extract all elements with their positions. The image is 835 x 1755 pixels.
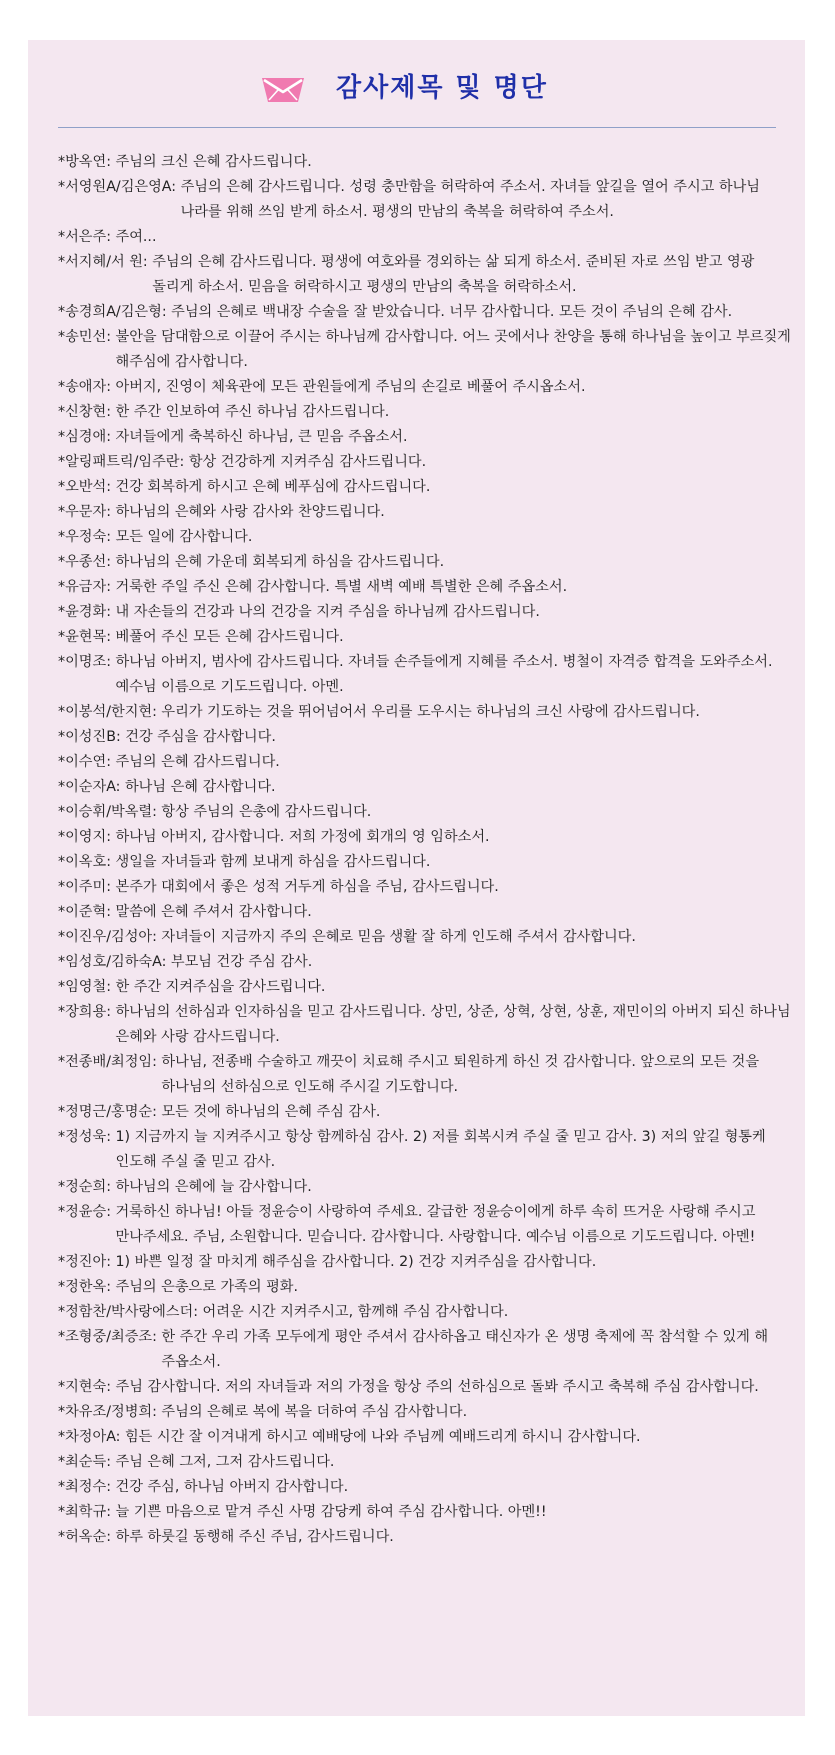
entry-name: * 심경애 : [58,425,116,450]
entry-text: 어려운 시간 지켜주시고, 함께해 주심 감사합니다. [202,1304,509,1320]
entry-text: 건강 주심, 하나님 아버지 감사합니다. [115,1479,349,1495]
entry-name: * 임성호/김하숙A : [58,950,171,975]
entry-name: * 이성진B : [58,725,125,750]
entry-text: 주님의 은혜로 복에 복을 더하여 주심 감사합니다. [161,1404,468,1420]
entry-text: 1) 바쁜 일정 잘 마치게 해주심을 감사합니다. 2) 건강 지켜주심을 감사합니다. [115,1254,597,1270]
list-item [58,600,798,625]
list-item [58,475,798,500]
list-item [58,575,798,600]
list-item [58,1125,798,1175]
entry-name: * 이준혁 : [58,900,116,925]
entry-name: * 서지혜/서 원 : [58,250,152,300]
list-item [58,900,798,925]
entry-name: * 정윤승 : [58,1200,116,1250]
entry-name: * 오반석 : [58,475,116,500]
entry-text: 하나님의 은혜 가운데 회복되게 하심을 감사드립니다. [115,554,445,570]
entry-name: * 최학규 : [58,1500,116,1525]
content-panel [28,40,805,1716]
entry-text: 한 주간 우리 가족 모두에게 평안 주셔서 감사하옵고 태신자가 온 생명 축제에 꼭 참석할 수 있게 해 주옵소서. [161,1329,769,1370]
list-item [58,800,798,825]
entry-name: * 장희용 : [58,1000,116,1050]
list-item [58,750,798,775]
entry-text: 주님 은혜 그저, 그저 감사드립니다. [115,1454,335,1470]
list-item [58,500,798,525]
entry-name: * 조형중/최증조 : [58,1325,161,1375]
entry-text: 베풀어 주신 모든 은혜 감사드립니다. [115,629,344,645]
entry-name: * 정한옥 : [58,1275,116,1300]
list-item [58,150,798,175]
list-item [58,650,798,700]
entry-text: 하나님의 선하심과 인자하심을 믿고 감사드립니다. 상민, 상준, 상혁, 상현, 상훈, 재민이의 아버지 되신 하나님 은혜와 사랑 감사드립니다. [115,1004,791,1045]
list-item [58,975,798,1000]
entry-name: * 신창현 : [58,400,116,425]
entry-text: 하나님의 은혜와 사랑 감사와 찬양드립니다. [115,504,385,520]
list-item [58,450,798,475]
entry-text: 하나님의 은혜에 늘 감사합니다. [115,1179,312,1195]
entry-name: * 서영원A/김은영A : [58,175,181,225]
entry-text: 주님의 은혜 감사드립니다. 성령 충만함을 허락하여 주소서. 자녀들 앞길을 열어 주시고 하나님 나라를 위해 쓰임 받게 하소서. 평생의 만남의 축복을 허락하여 주소서. [180,179,761,220]
entry-name: * 송경희A/김은형 : [58,300,171,325]
entry-text: 모든 일에 감사합니다. [115,529,253,545]
entry-text: 주여... [115,229,157,245]
entry-text: 주님의 은혜 감사드립니다. [115,754,280,770]
list-item [58,1425,798,1450]
list-item [58,950,798,975]
entry-text: 주님 감사합니다. 저의 자녀들과 저의 가정을 항상 주의 선하심으로 돌봐 주시고 축복해 주심 감사합니다. [115,1379,759,1395]
entry-name: * 이옥호 : [58,850,116,875]
list-item [58,875,798,900]
list-item [58,250,798,300]
entry-text: 불안을 담대함으로 이끌어 주시는 하나님께 감사합니다. 어느 곳에서나 찬양을 통해 하나님을 높이고 부르짖게 해주심에 감사합니다. [115,329,791,370]
entry-name: * 유금자 : [58,575,116,600]
entry-name: * 임영철 : [58,975,116,1000]
entry-name: * 정성욱 : [58,1125,116,1175]
list-item [58,325,798,375]
entry-text: 내 자손들의 건강과 나의 건강을 지켜 주심을 하나님께 감사드립니다. [115,604,540,620]
entry-text: 주님의 은혜로 백내장 수술을 잘 받았습니다. 너무 감사합니다. 모든 것이 주님의 은혜 감사. [171,304,733,320]
entry-text: 거룩하신 하나님! 아들 정윤승이 사랑하여 주세요. 갈급한 정윤승이에게 하루 속히 뜨거운 사랑해 주시고 만나주세요. 주님, 소원합니다. 믿습니다. 감사합니다. 사랑합니다. 예수님 이름으로 기도드립니다. 아멘! [115,1204,756,1245]
entry-text: 하나님, 전종배 수술하고 깨끗이 치료해 주시고 퇴원하게 하신 것 감사합니다. 앞으로의 모든 것을 하나님의 선하심으로 인도해 주시길 기도합니다. [161,1054,760,1095]
entry-name: * 이명조 : [58,650,116,700]
header [28,40,805,128]
entry-text: 하나님 은혜 감사합니다. [124,779,276,795]
entry-text: 한 주간 지켜주심을 감사드립니다. [115,979,326,995]
list-item [58,1175,798,1200]
entry-name: * 정진아 : [58,1250,116,1275]
list-item [58,1525,798,1550]
entry-name: * 이봉석/한지현 : [58,700,161,725]
entry-text: 말씀에 은혜 주셔서 감사합니다. [115,904,312,920]
list-item [58,725,798,750]
entry-text: 항상 건강하게 지켜주심 감사드립니다. [188,454,427,470]
list-item [58,1400,798,1425]
entry-text: 우리가 기도하는 것을 뛰어넘어서 우리를 도우시는 하나님의 크신 사랑에 감사드립니다. [161,704,700,720]
entry-text: 생일을 자녀들과 함께 보내게 하심을 감사드립니다. [115,854,431,870]
list-item [58,300,798,325]
entry-name: * 차유조/정병희 : [58,1400,161,1425]
list-item [58,1050,798,1100]
list-item [58,825,798,850]
list-item [58,1250,798,1275]
entry-name: * 정순희 : [58,1175,116,1200]
entry-text: 힘든 시간 잘 이겨내게 하시고 예배당에 나와 주님께 예배드리게 하시니 감사합니다. [124,1429,641,1445]
entry-name: * 우문자 : [58,500,116,525]
list-item [58,1000,798,1050]
entry-name: * 최순득 : [58,1450,116,1475]
entry-name: * 윤경화 : [58,600,116,625]
entry-text: 주님의 은혜 감사드립니다. 평생에 여호와를 경외하는 삶 되게 하소서. 준비된 자로 쓰임 받고 영광 돌리게 하소서. 믿음을 허락하시고 평생의 만남의 축복을 허락하소서. [152,254,755,295]
entry-text: 부모님 건강 주심 감사. [170,954,313,970]
list-item [58,550,798,575]
entry-name: * 최정수 : [58,1475,116,1500]
entry-text: 1) 지금까지 늘 지켜주시고 항상 함께하심 감사. 2) 저를 회복시켜 주실 줄 믿고 감사. 3) 저의 앞길 형통케 인도해 주실 줄 믿고 감사. [115,1129,766,1170]
list-item [58,775,798,800]
list-item [58,625,798,650]
entry-name: * 윤현목 : [58,625,116,650]
entry-name: * 이승휘/박옥렬 : [58,800,161,825]
list-item [58,1200,798,1250]
entry-name: * 정명근/홍명순 : [58,1100,161,1125]
entry-name: * 지현숙 : [58,1375,116,1400]
list-item [58,525,798,550]
entry-text: 주님의 크신 은혜 감사드립니다. [115,154,312,170]
list-item [58,225,798,250]
entry-text: 항상 주님의 은총에 감사드립니다. [161,804,372,820]
entry-text: 하나님 아버지, 감사합니다. 저희 가정에 회개의 영 임하소서. [115,829,490,845]
list-item [58,1375,798,1400]
entry-name: * 송애자 : [58,375,116,400]
entry-text: 모든 것에 하나님의 은혜 주심 감사. [161,1104,381,1120]
entry-text: 건강 주심을 감사합니다. [125,729,276,745]
entry-text: 본주가 대회에서 좋은 성적 거두게 하심을 주님, 감사드립니다. [115,879,499,895]
thanks-list [58,150,798,1550]
entry-name: * 이주미 : [58,875,116,900]
entry-text: 거룩한 주일 주신 은혜 감사합니다. 특별 새벽 예배 특별한 은혜 주옵소서. [115,579,568,595]
page-title: 감사제목 및 명단 [336,73,548,103]
list-item [58,1100,798,1125]
list-item [58,425,798,450]
list-item [58,700,798,725]
list-item [58,400,798,425]
entry-text: 늘 기쁜 마음으로 맡겨 주신 사명 감당케 하여 주심 감사합니다. 아멘!! [115,1504,547,1520]
list-item [58,175,798,225]
list-item [58,1500,798,1525]
entry-text: 한 주간 인보하여 주신 하나님 감사드립니다. [115,404,390,420]
entry-text: 하루 하룻길 동행해 주신 주님, 감사드립니다. [115,1529,394,1545]
entry-name: * 정함찬/박사랑에스더 : [58,1300,203,1325]
entry-name: * 알링패트릭/임주란 : [58,450,189,475]
entry-name: * 전종배/최정임 : [58,1050,161,1100]
entry-name: * 서은주 : [58,225,116,250]
list-item [58,850,798,875]
entry-name: * 우종선 : [58,550,116,575]
entry-name: * 차정아A : [58,1425,125,1450]
entry-name: * 우정숙 : [58,525,116,550]
list-item [58,925,798,950]
list-item [58,1475,798,1500]
list-item [58,375,798,400]
entry-text: 주님의 은총으로 가족의 평화. [115,1279,299,1295]
list-item [58,1300,798,1325]
entry-text: 하나님 아버지, 범사에 감사드립니다. 자녀들 손주들에게 지혜를 주소서. 병철이 자격증 합격을 도와주소서. 예수님 이름으로 기도드립니다. 아멘. [115,654,773,695]
entry-text: 자녀들이 지금까지 주의 은혜로 믿음 생활 잘 하게 인도해 주셔서 감사합니다. [161,929,636,945]
envelope-icon [260,74,306,104]
entry-text: 자녀들에게 축복하신 하나님, 큰 믿음 주옵소서. [115,429,408,445]
entry-name: * 방옥연 : [58,150,116,175]
entry-name: * 이순자A : [58,775,125,800]
list-item [58,1325,798,1375]
entry-name: * 이수연 : [58,750,116,775]
entry-name: * 이진우/김성아 : [58,925,161,950]
entry-text: 건강 회복하게 하시고 은혜 베푸심에 감사드립니다. [115,479,431,495]
list-item [58,1450,798,1475]
entry-text: 아버지, 진영이 체육관에 모든 관원들에게 주님의 손길로 베풀어 주시옵소서. [115,379,586,395]
entry-name: * 송민선 : [58,325,116,375]
title-divider [58,127,776,128]
entry-name: * 허옥순 : [58,1525,116,1550]
entry-name: * 이영지 : [58,825,116,850]
list-item [58,1275,798,1300]
